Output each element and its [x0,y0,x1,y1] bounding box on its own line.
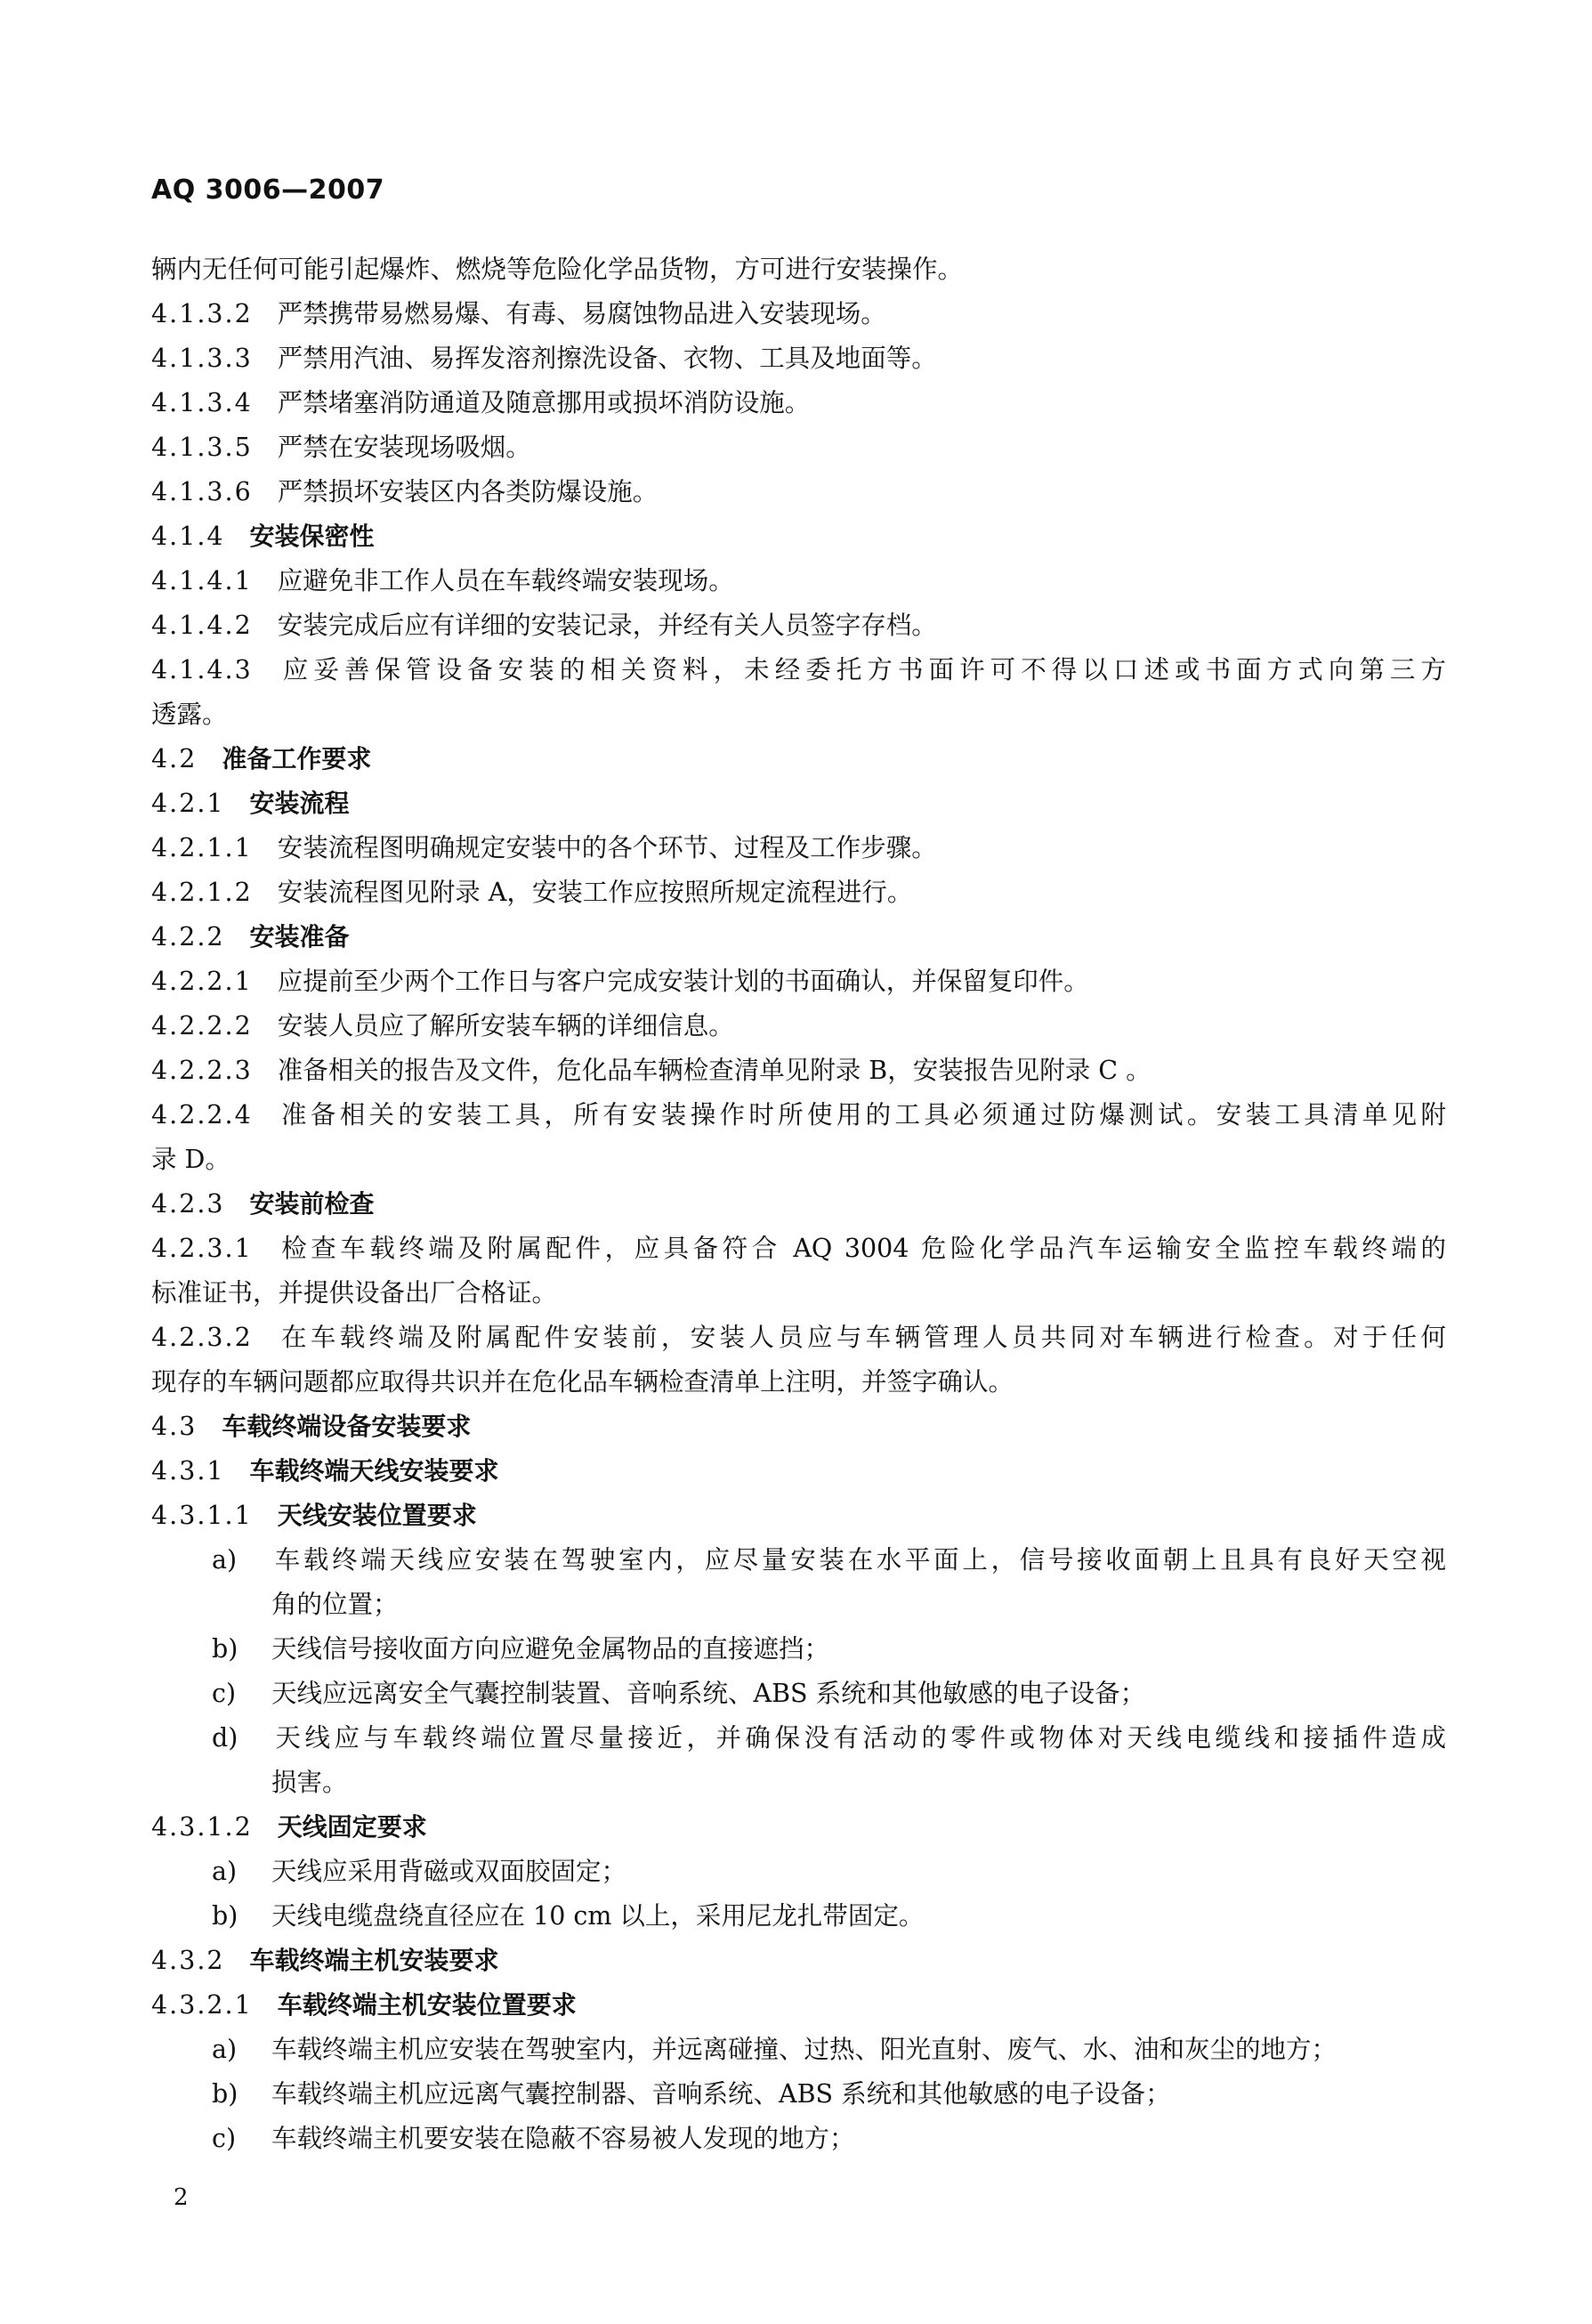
section-heading: 4.3.2.1 车载终端主机安装位置要求 [151,1990,577,2020]
clause: 4.2.1.2 安装流程图见附录 A，安装工作应按照所规定流程进行。 [151,878,913,907]
section-heading: 4.3.1 车载终端天线安装要求 [151,1456,499,1486]
section-heading: 4.2.2 安装准备 [151,922,350,951]
text-line: 透露。 [151,700,228,729]
list-item: b) 天线电缆盘绕直径应在 10 cm 以上，采用尼龙扎带固定。 [212,1901,925,1931]
section-heading: 4.2 准备工作要求 [151,744,372,773]
clause: 4.1.3.2 严禁携带易燃易爆、有毒、易腐蚀物品进入安装现场。 [151,299,886,328]
list-item: c) 车载终端主机要安装在隐蔽不容易被人发现的地方； [212,2124,855,2153]
list-item: c) 天线应远离安全气囊控制装置、音响系统、ABS 系统和其他敏感的电子设备； [212,1679,1146,1708]
clause: 4.2.1.1 安装流程图明确规定安装中的各个环节、过程及工作步骤。 [151,833,937,862]
text-line: 损害。 [271,1768,348,1797]
clause: 4.2.3.1 检查车载终端及附属配件，应具备符合 AQ 3004 危险化学品汽车运输安全监控车载终端的 [151,1234,1446,1263]
clause: 4.2.2.3 准备相关的报告及文件，危化品车辆检查清单见附录 B，安装报告见附录 C 。 [151,1056,1152,1085]
clause: 4.1.4.3 应妥善保管设备安装的相关资料，未经委托方书面许可不得以口述或书面方式向第三方 [151,655,1446,684]
clause: 4.1.4.1 应避免非工作人员在车载终端安装现场。 [151,566,734,595]
section-heading: 4.1.4 安装保密性 [151,522,375,551]
text-line: 角的位置； [271,1590,399,1619]
clause: 4.1.3.4 严禁堵塞消防通道及随意挪用或损坏消防设施。 [151,388,811,417]
section-heading: 4.3 车载终端设备安装要求 [151,1412,472,1441]
list-item: d) 天线应与车载终端位置尽量接近，并确保没有活动的零件或物体对天线电缆线和接插件造成 [212,1723,1446,1753]
list-item: a) 车载终端主机应安装在驾驶室内，并远离碰撞、过热、阳光直射、废气、水、油和灰尘的地方； [212,2035,1337,2064]
text-line: 辆内无任何可能引起爆炸、燃烧等危险化学品货物，方可进行安装操作。 [151,255,964,284]
clause: 4.2.2.4 准备相关的安装工具，所有安装操作时所使用的工具必须通过防爆测试。安装工具清单见附 [151,1100,1446,1130]
list-item: b) 天线信号接收面方向应避免金属物品的直接遮挡； [212,1634,830,1664]
clause: 4.2.2.2 安装人员应了解所安装车辆的详细信息。 [151,1011,734,1041]
text-line: 标准证书，并提供设备出厂合格证。 [151,1278,558,1308]
section-heading: 4.3.2 车载终端主机安装要求 [151,1946,499,1975]
list-item: a) 天线应采用背磁或双面胶固定； [212,1857,627,1886]
text-line: 录 D。 [151,1145,230,1174]
clause: 4.1.4.2 安装完成后应有详细的安装记录，并经有关人员签字存档。 [151,611,937,640]
list-item: b) 车载终端主机应远离气囊控制器、音响系统、ABS 系统和其他敏感的电子设备； [212,2079,1171,2109]
standard-code: AQ 3006—2007 [151,174,385,206]
clause: 4.1.3.6 严禁损坏安装区内各类防爆设施。 [151,477,659,506]
section-heading: 4.3.1.1 天线安装位置要求 [151,1501,477,1530]
text-line: 现存的车辆问题都应取得共识并在危化品车辆检查清单上注明，并签字确认。 [151,1367,1014,1397]
clause: 4.2.3.2 在车载终端及附属配件安装前，安装人员应与车辆管理人员共同对车辆进行检查。对于任何 [151,1323,1446,1352]
clause: 4.1.3.5 严禁在安装现场吸烟。 [151,433,531,462]
section-heading: 4.2.1 安装流程 [151,789,350,818]
section-heading: 4.3.1.2 天线固定要求 [151,1812,427,1842]
clause: 4.2.2.1 应提前至少两个工作日与客户完成安装计划的书面确认，并保留复印件。 [151,967,1089,996]
list-item: a) 车载终端天线应安装在驾驶室内，应尽量安装在水平面上，信号接收面朝上且具有良好天空视 [212,1545,1446,1575]
body-text [151,247,1446,2161]
clause: 4.1.3.3 严禁用汽油、易挥发溶剂擦洗设备、衣物、工具及地面等。 [151,344,937,373]
section-heading: 4.2.3 安装前检查 [151,1189,375,1219]
page-number: 2 [174,2184,189,2211]
